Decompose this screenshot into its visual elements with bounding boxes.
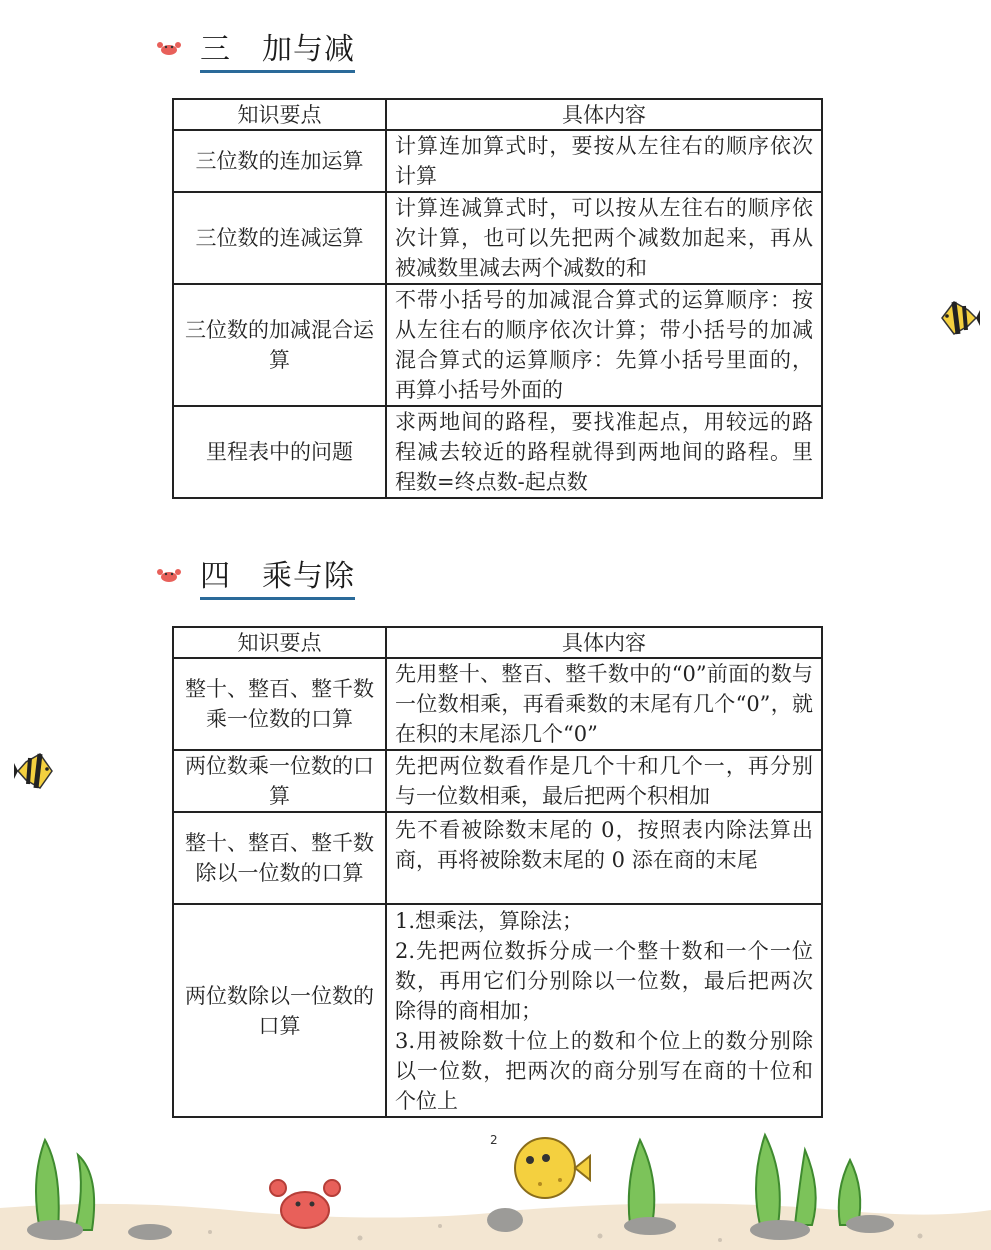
crab-icon <box>156 566 182 584</box>
striped-fish-icon <box>14 748 56 794</box>
table-row <box>173 812 822 904</box>
content-cell: 先不看被除数末尾的 0，按照表内除法算出商，再将被除数末尾的 0 添在商的末尾 <box>386 812 822 904</box>
knowledge-point: 三位数的连减运算 <box>173 192 386 284</box>
knowledge-point: 里程表中的问题 <box>173 406 386 498</box>
content-cell: 求两地间的路程，要找准起点，用较远的路程减去较近的路程就得到两地间的路程。里程数=终点数-起点数 <box>386 406 822 498</box>
table-row <box>173 284 822 406</box>
seabed-decoration <box>0 1120 991 1250</box>
section-heading-4 <box>156 553 355 597</box>
striped-fish-icon <box>938 296 980 340</box>
crab-icon <box>156 39 182 57</box>
content-cell: 不带小括号的加减混合算式的运算顺序：按从左往右的顺序依次计算；带小括号的加减混合算式的运算顺序：先算小括号里面的，再算小括号外面的 <box>386 284 822 406</box>
knowledge-point: 两位数乘一位数的口算 <box>173 750 386 812</box>
table-row <box>173 750 822 812</box>
multiplication-division-table <box>172 626 823 1118</box>
knowledge-point: 两位数除以一位数的口算 <box>173 904 386 1117</box>
table-row <box>173 130 822 192</box>
table-header-row <box>173 627 822 658</box>
knowledge-point: 整十、整百、整千数乘一位数的口算 <box>173 658 386 750</box>
table-row <box>173 406 822 498</box>
section-title: 四 乘与除 <box>200 551 355 600</box>
pufferfish-illustration <box>515 1138 590 1198</box>
table-row <box>173 192 822 284</box>
content-cell: 先把两位数看作是几个十和几个一，再分别与一位数相乘，最后把两个积相加 <box>386 750 822 812</box>
knowledge-point: 三位数的加减混合运算 <box>173 284 386 406</box>
table-row <box>173 658 822 750</box>
page-number: 2 <box>490 1133 498 1147</box>
table-header-row <box>173 99 822 130</box>
column-header: 知识要点 <box>173 99 386 130</box>
content-cell: 计算连减算式时，可以按从左往右的顺序依次计算，也可以先把两个减数加起来，再从被减数里减去两个减数的和 <box>386 192 822 284</box>
section-title: 三 加与减 <box>200 24 355 73</box>
section-heading-3 <box>156 26 355 70</box>
knowledge-point: 三位数的连加运算 <box>173 130 386 192</box>
content-cell: 先用整十、整百、整千数中的“0”前面的数与一位数相乘，再看乘数的末尾有几个“0”，就在积的末尾添几个“0” <box>386 658 822 750</box>
column-header: 具体内容 <box>386 627 822 658</box>
addition-subtraction-table <box>172 98 823 499</box>
knowledge-point: 整十、整百、整千数除以一位数的口算 <box>173 812 386 904</box>
content-cell: 计算连加算式时，要按从左往右的顺序依次计算 <box>386 130 822 192</box>
table-row <box>173 904 822 1117</box>
column-header: 具体内容 <box>386 99 822 130</box>
content-cell: 1.想乘法，算除法； 2.先把两位数拆分成一个整十数和一个一位数，再用它们分别除以一位数，最后把两次除得的商相加； 3.用被除数十位上的数和个位上的数分别除以一位数，把两次的商分别写在商的十位和个位上 <box>386 904 822 1117</box>
column-header: 知识要点 <box>173 627 386 658</box>
